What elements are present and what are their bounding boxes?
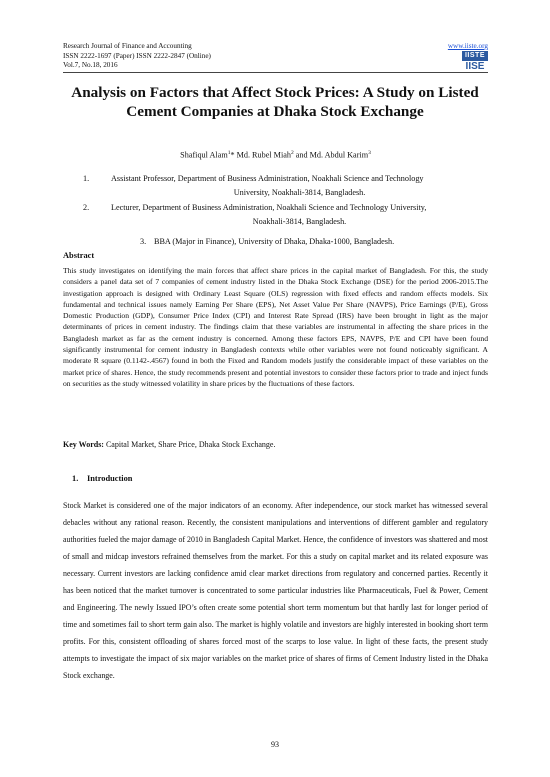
logo-bottom-text: IISE: [465, 61, 485, 72]
affiliation-number: 3.: [140, 237, 147, 246]
page-number: 93: [271, 740, 279, 749]
author-2: Md. Rubel Miah: [234, 150, 291, 160]
section-title: Introduction: [87, 474, 133, 483]
journal-name: Research Journal of Finance and Accounting: [63, 42, 192, 50]
journal-issn: ISSN 2222-1697 (Paper) ISSN 2222-2847 (Online): [63, 51, 211, 60]
affiliation-number: 1.: [83, 174, 90, 183]
journal-volume: Vol.7, No.18, 2016: [63, 61, 118, 70]
abstract-heading: Abstract: [63, 251, 95, 260]
author-2-sup: 2: [290, 150, 294, 156]
affiliation-text: University, Noakhali-3814, Bangladesh.: [233, 188, 366, 197]
affiliation-3: [140, 235, 480, 249]
affiliation-text: Noakhali-3814, Bangladesh.: [252, 217, 347, 226]
author-line: [63, 150, 488, 160]
iiste-logo: [462, 51, 488, 73]
affiliation-text: BBA (Major in Finance), University of Dhaka, Dhaka-1000, Bangladesh.: [154, 237, 395, 246]
affiliation-number: 2.: [83, 203, 90, 212]
author-3: and Md. Abdul Karim: [293, 150, 369, 160]
affiliation-text: Assistant Professor, Department of Business Administration, Noakhali Science and Technology: [111, 174, 424, 183]
affiliation-text: Lecturer, Department of Business Administration, Noakhali Science and Technology University,: [111, 203, 427, 212]
journal-url-link[interactable]: www.iiste.org: [447, 42, 488, 50]
header-divider: [63, 72, 488, 73]
author-1: Shafiqul Alam: [180, 150, 228, 160]
author-3-sup: 3: [368, 150, 371, 156]
journal-header: [63, 42, 211, 71]
keywords-text: Capital Market, Share Price, Dhaka Stock Exchange.: [103, 440, 276, 449]
keywords-label: Key Words:: [63, 440, 104, 449]
section-heading-introduction: [72, 474, 132, 483]
abstract-text: This study investigates on identifying the main forces that affect share prices in the capital market of Bangladesh. For this, the study considers a panel data set of 7 companies of cement industry listed in the Dhaka Stock Exchange (DSE) for the period 2006-2015.The investigation approach is designed with Ordinary Least Square (OLS) regression with fixed effects and random effects models. Six fundamental and technical issues namely Earning Per Share (EPS), Net Asset Value Per Share (NAVPS), Price Earnings (P/E), Gross Domestic Production (GDP), Consumer Price Index (CPI) and Interest Rate Spread (IRS) have been brought in light as the major determinants of prices in cement industry. The findings claim that these variables are instrumental in affecting the share prices in the Bangladesh market as far as the cement industry is concerned. Among these factors EPS, NAVPS, P/E and CPI have been found significantly instrumental for cement industry in Bangladesh contexts while other variables were not found noticeably significant. A moderate R square (0.1142-.4567) found in both the Fixed and Random models justify the considerable impact of these variables on the market price of shares. Hence, the study recommends present and potential investors to consider these factors prior to trade and inject funds on securities as the study witnessed volatility in share prices by the fluctuations of these factors.: [63, 266, 488, 388]
affiliation-2: [83, 201, 488, 229]
logo-top-text: IISTE: [462, 51, 488, 61]
keywords: [63, 440, 275, 449]
paper-title: Analysis on Factors that Affect Stock Prices: A Study on Listed Cement Companies at Dhaka Stock Exchange: [71, 84, 479, 120]
corresponding-mark: *: [230, 150, 235, 160]
section-number: 1.: [72, 474, 79, 483]
author-1-sup: 1: [227, 150, 231, 156]
introduction-paragraph: Stock Market is considered one of the major indicators of an economy. After independence, our stock market has witnessed several debacles without any rational reason. Recently, the consistent manipulations and interventions of different gambler and regulatory authorities fueled the major damage of 2010 in Bangladesh Capital Market. Hence, the confidence of investors was shattered and most of small and midcap investors refrained themselves from the market. For this a study on capital market and its related exposure was necessary. Current investors are lacking confidence amid clear market directions from regulatory and concerned parties. Recently it has been noticed that the market turnover is concentrated to some particular industries like Pharmaceuticals, Fuel & Power, Cement and Engineering. The newly Issued IPO’s often create some potential short term momentum but that hardly last for longer period of time and sometimes fail to short term gain also. The market is highly volatile and investors are highly interested in booking short term profits. For this, consistent offloading of shares forced most of the scarps to lose value. In light of these facts, the present study attempts to investigate the impact of six major variables on the market price of shares of firms of Cement Industry listed in the Dhaka Stock exchange.: [63, 501, 488, 680]
affiliation-1: [83, 172, 488, 200]
